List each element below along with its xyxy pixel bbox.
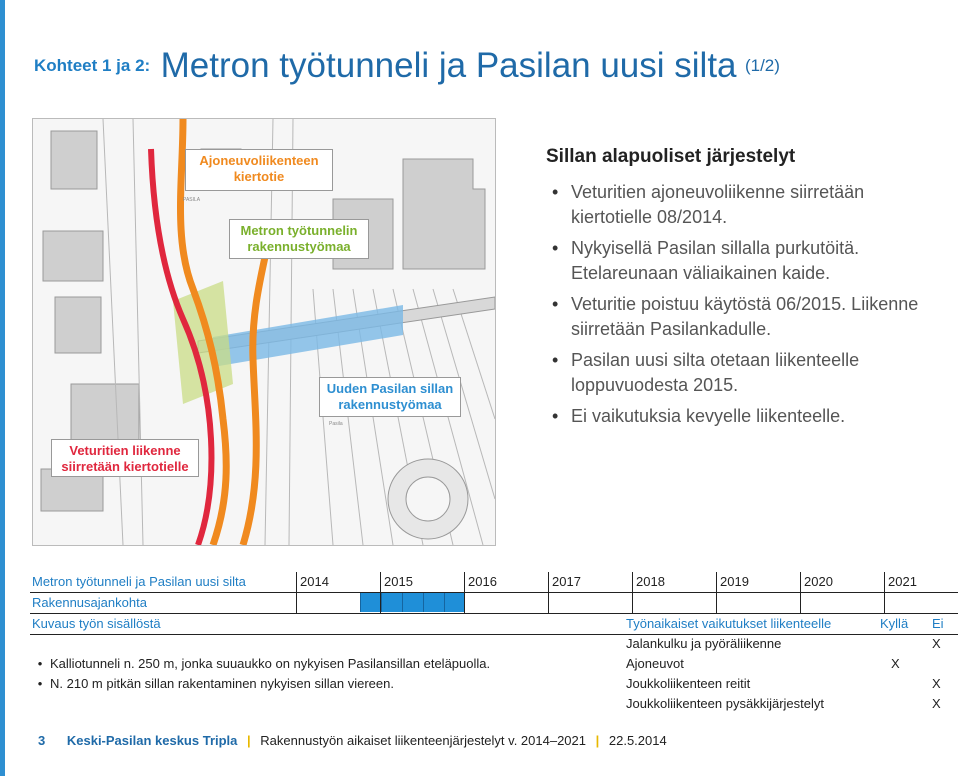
stage-year-cell	[884, 593, 958, 613]
impact-no	[932, 654, 944, 674]
footer-separator: |	[247, 733, 251, 748]
impact-yes	[886, 694, 898, 714]
year-cell: 2017	[548, 572, 632, 592]
impact-name: Joukkoliikenteen reitit	[626, 676, 751, 691]
info-bullet: • Veturitie poistuu käytöstä 06/2015. Liikenne siirretään Pasilankadulle.	[550, 292, 950, 342]
title-prefix: Kohteet 1 ja 2:	[34, 56, 151, 75]
impacts-label: Työnaikaiset vaikutukset liikenteelle	[626, 616, 832, 631]
info-bullet: • Veturitien ajoneuvoliikenne siirretään kiertotielle 08/2014.	[550, 180, 950, 230]
impact-yes: X	[891, 656, 900, 671]
footer-date: 22.5.2014	[608, 733, 667, 748]
work-item-text: Kalliotunneli n. 250 m, jonka suuaukko on nykyisen Pasilansillan eteläpuolla.	[50, 656, 491, 671]
footer	[38, 733, 667, 748]
title-page-indicator: (1/2)	[744, 56, 780, 75]
info-bullet: • Ei vaikutuksia kevyelle liikenteelle.	[550, 404, 950, 429]
svg-text:Pasila: Pasila	[329, 421, 343, 427]
svg-text:PASILA: PASILA	[183, 197, 201, 203]
callout-new-bridge: Uuden Pasilan sillan rakennustyömaa	[319, 377, 461, 417]
stage-year-cell	[632, 593, 716, 613]
accent-bar	[0, 0, 5, 776]
work-item-text: N. 210 m pitkän sillan rakentaminen nykyisen sillan viereen.	[50, 676, 394, 691]
year-cell: 2019	[716, 572, 800, 592]
year-cell: 2021	[884, 572, 958, 592]
footer-subtitle: Rakennustyön aikaiset liikenteenjärjestelyt v. 2014–2021	[260, 733, 586, 748]
project-label: Metron työtunneli ja Pasilan uusi silta	[32, 574, 246, 589]
work-item: • Kalliotunneli n. 250 m, jonka suuaukko on nykyisen Pasilansillan eteläpuolla.	[37, 656, 491, 671]
description-label: Kuvaus työn sisällöstä	[32, 616, 161, 631]
impact-no: X	[932, 676, 941, 691]
impact-yes	[886, 674, 898, 694]
title-main: Metron työtunneli ja Pasilan uusi silta	[160, 46, 737, 85]
stage-year-cell	[464, 593, 548, 613]
stage-year-cell	[296, 593, 380, 613]
footer-organisation: Keski-Pasilan keskus Tripla	[66, 733, 238, 748]
info-bullet: • Nykyisellä Pasilan sillalla purkutöitä. Etelareunaan väliaikainen kaide.	[550, 236, 950, 286]
year-cell: 2020	[800, 572, 884, 592]
footer-separator: |	[595, 733, 600, 748]
impact-row	[626, 654, 958, 674]
stage-year-cell	[800, 593, 884, 613]
impact-yes	[886, 634, 898, 654]
year-cell: 2018	[632, 572, 716, 592]
impact-name: Joukkoliikenteen pysäkkijärjestelyt	[626, 696, 824, 711]
callout-metro-tunnel: Metron työtunnelin rakennustyömaa	[229, 219, 369, 259]
stage-bar-segment	[444, 593, 465, 612]
info-bullet: • Pasilan uusi silta otetaan liikenteelle loppuvuodesta 2015.	[550, 348, 950, 398]
stage-bar-segment	[423, 593, 444, 612]
impact-row	[626, 694, 958, 714]
stage-year-cell	[380, 593, 464, 613]
impact-no: X	[932, 696, 941, 711]
site-map	[32, 118, 496, 546]
stage-bar-segment	[360, 593, 381, 612]
stage-bar-segment	[381, 593, 402, 612]
stage-label: Rakennusajankohta	[32, 595, 147, 610]
info-bullet-list	[550, 180, 950, 435]
impact-no: X	[932, 636, 941, 651]
page-title	[34, 46, 780, 86]
work-item: • N. 210 m pitkän sillan rakentaminen nykyisen sillan viereen.	[37, 676, 394, 691]
callout-detour: Ajoneuvoliikenteen kiertotie	[185, 149, 333, 191]
impact-name: Jalankulku ja pyöräliikenne	[626, 636, 782, 651]
impact-row	[626, 634, 958, 654]
schedule-header-row	[30, 572, 958, 593]
no-label: Ei	[932, 616, 944, 631]
schedule-stage-row	[30, 593, 958, 614]
stage-year-cell	[548, 593, 632, 613]
schedule-label-row	[30, 614, 958, 635]
yes-label: Kyllä	[880, 616, 909, 631]
info-heading: Sillan alapuoliset järjestelyt	[546, 146, 796, 167]
stage-bar-segment	[402, 593, 423, 612]
year-cell: 2015	[380, 572, 464, 592]
year-cell: 2014	[296, 572, 380, 592]
callout-rerouted-traffic: Veturitien liikenne siirretään kiertotielle	[51, 439, 199, 477]
impact-row	[626, 674, 958, 694]
footer-page-number: 3	[38, 733, 46, 748]
stage-year-cell	[716, 593, 800, 613]
year-cell: 2016	[464, 572, 548, 592]
impact-name: Ajoneuvot	[626, 656, 684, 671]
